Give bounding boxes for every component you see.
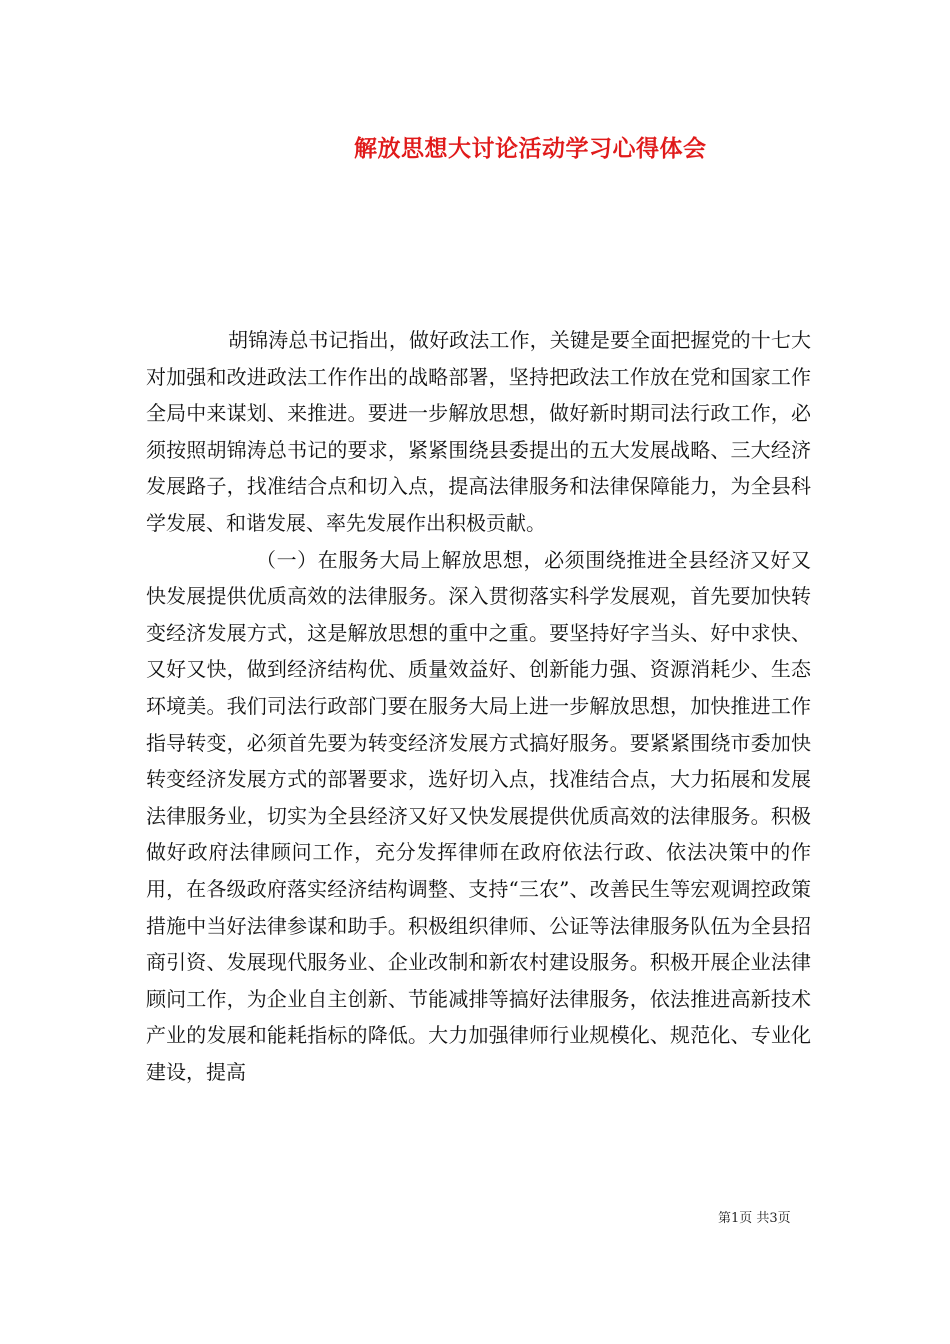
page-number-footer: 第1页 共3页 [718, 1211, 791, 1226]
document-title: 解放思想大讨论活动学习心得体会 [354, 135, 707, 162]
paragraph-intro: 胡锦涛总书记指出，做好政法工作，关键是要全面把握党的十七大对加强和改进政法工作作出的战略部署，坚持把政法工作放在党和国家工作全局中来谋划、来推进。要进一步解放思想，做好新时期司法行政工作，必须按照胡锦涛总书记的要求，紧紧围绕县委提出的五大发展战略、三大经济发展路子，找准结合点和切入点，提高法律服务和法律保障能力，为全县科学发展、和谐发展、率先发展作出积极贡献。 [146, 328, 811, 535]
document-body [146, 322, 811, 1090]
paragraph-section-1: （一）在服务大局上解放思想，必须围绕推进全县经济又好又快发展提供优质高效的法律服务。深入贯彻落实科学发展观，首先要加快转变经济发展方式，这是解放思想的重中之重。要坚持好字当头、好中求快、又好又快，做到经济结构优、质量效益好、创新能力强、资源消耗少、生态环境美。我们司法行政部门要在服务大局上进一步解放思想，加快推进工作指导转变，必须首先要为转变经济发展方式搞好服务。要紧紧围绕市委加快转变经济发展方式的部署要求，选好切入点，找准结合点，大力拓展和发展法律服务业，切实为全县经济又好又快发展提供优质高效的法律服务。积极做好政府法律顾问工作，充分发挥律师在政府依法行政、依法决策中的作用，在各级政府落实经济结构调整、支持“三农”、改善民生等宏观调控政策措施中当好法律参谋和助手。积极组织律师、公证等法律服务队伍为全县招商引资、发展现代服务业、企业改制和新农村建设服务。积极开展企业法律顾问工作，为企业自主创新、节能减排等搞好法律服务，依法推进高新技术产业的发展和能耗指标的降低。大力加强律师行业规模化、规范化、专业化建设，提高 [146, 547, 811, 1084]
